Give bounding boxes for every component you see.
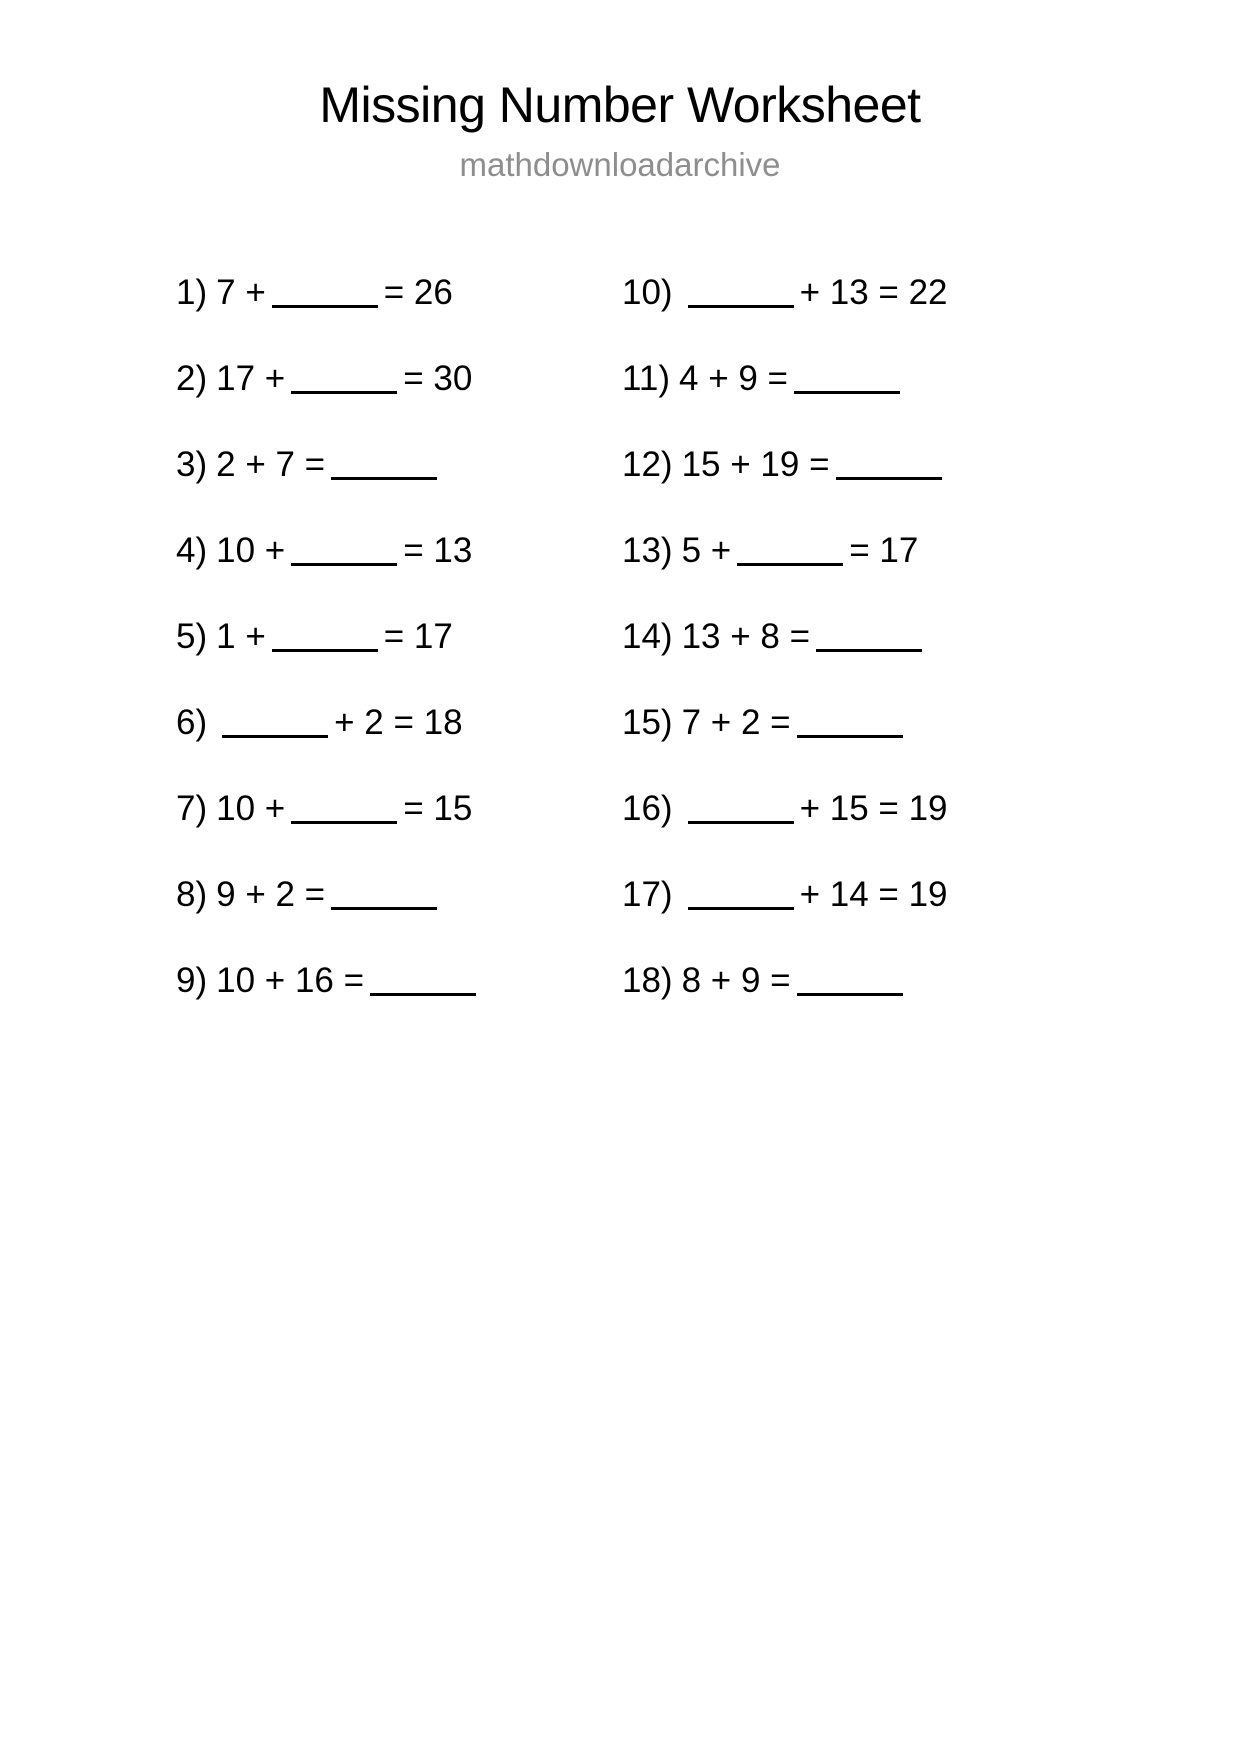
answer-blank[interactable] <box>331 447 437 480</box>
answer-blank[interactable] <box>794 361 900 394</box>
problem-expression-suffix: + 14 = 19 <box>799 875 948 915</box>
problem-expression-prefix: 10 + <box>216 531 286 571</box>
answer-blank[interactable] <box>737 533 843 566</box>
problem-number: 16) <box>622 789 673 829</box>
answer-blank[interactable] <box>291 791 397 824</box>
problem-row <box>622 275 1062 361</box>
answer-blank[interactable] <box>272 275 378 308</box>
problem-number: 15) <box>622 703 673 743</box>
problem-row <box>176 275 622 361</box>
problem-number: 14) <box>622 617 673 657</box>
answer-blank[interactable] <box>291 533 397 566</box>
problem-expression-suffix: + 15 = 19 <box>799 789 948 829</box>
problem-row <box>622 361 1062 447</box>
problem-number: 5) <box>176 617 208 657</box>
answer-blank[interactable] <box>688 791 794 824</box>
problem-row <box>622 619 1062 705</box>
problem-row <box>622 533 1062 619</box>
problem-expression-suffix: = 17 <box>383 617 453 657</box>
problem-row <box>622 705 1062 791</box>
problem-expression-prefix: 4 + 9 = <box>679 359 788 399</box>
problem-row <box>176 447 622 533</box>
answer-blank[interactable] <box>272 619 378 652</box>
problem-expression-prefix: 13 + 8 = <box>681 617 811 657</box>
problem-number: 9) <box>176 961 208 1001</box>
problem-number: 17) <box>622 875 673 915</box>
answer-blank[interactable] <box>331 877 437 910</box>
problem-expression-prefix: 10 + <box>216 789 286 829</box>
problem-row <box>176 533 622 619</box>
problem-number: 4) <box>176 531 208 571</box>
problem-number: 11) <box>622 359 670 399</box>
answer-blank[interactable] <box>688 877 794 910</box>
problem-row <box>176 705 622 791</box>
problem-number: 10) <box>622 273 673 313</box>
problem-number: 13) <box>622 531 673 571</box>
problem-expression-prefix: 15 + 19 = <box>681 445 830 485</box>
problem-expression-prefix: 10 + 16 = <box>216 961 365 1001</box>
problem-number: 12) <box>622 445 673 485</box>
problem-expression-prefix: 1 + <box>216 617 266 657</box>
problem-expression-suffix: + 13 = 22 <box>799 273 948 313</box>
problem-row <box>176 361 622 447</box>
problem-row <box>176 877 622 963</box>
problem-expression-prefix: 7 + <box>216 273 266 313</box>
right-column <box>622 275 1062 1049</box>
problem-row <box>622 877 1062 963</box>
answer-blank[interactable] <box>222 705 328 738</box>
problem-row <box>622 791 1062 877</box>
answer-blank[interactable] <box>816 619 922 652</box>
problem-row <box>622 447 1062 533</box>
answer-blank[interactable] <box>291 361 397 394</box>
problem-expression-suffix: = 30 <box>403 359 473 399</box>
problem-number: 6) <box>176 703 208 743</box>
answer-blank[interactable] <box>797 705 903 738</box>
problem-number: 2) <box>176 359 208 399</box>
problem-columns <box>0 275 1240 1049</box>
problem-row <box>176 791 622 877</box>
problem-expression-suffix: = 13 <box>403 531 473 571</box>
site-attribution: mathdownloadarchive <box>459 146 781 183</box>
answer-blank[interactable] <box>688 275 794 308</box>
problem-number: 3) <box>176 445 208 485</box>
problem-expression-suffix: = 15 <box>403 789 473 829</box>
answer-blank[interactable] <box>370 963 476 996</box>
problem-number: 8) <box>176 875 208 915</box>
problem-expression-suffix: = 26 <box>383 273 453 313</box>
problem-expression-prefix: 7 + 2 = <box>681 703 791 743</box>
problem-expression-prefix: 8 + 9 = <box>681 961 791 1001</box>
problem-expression-suffix: + 2 = 18 <box>334 703 463 743</box>
problem-expression-prefix: 9 + 2 = <box>216 875 326 915</box>
page-title: Missing Number Worksheet <box>319 77 921 133</box>
worksheet-header <box>0 0 1240 183</box>
problem-row <box>622 963 1062 1049</box>
problem-expression-suffix: = 17 <box>849 531 919 571</box>
problem-row <box>176 619 622 705</box>
problem-expression-prefix: 5 + <box>681 531 732 571</box>
problem-number: 7) <box>176 789 208 829</box>
problem-expression-prefix: 17 + <box>216 359 286 399</box>
problem-expression-prefix: 2 + 7 = <box>216 445 326 485</box>
problem-row <box>176 963 622 1049</box>
left-column <box>176 275 622 1049</box>
problem-number: 18) <box>622 961 673 1001</box>
answer-blank[interactable] <box>836 447 942 480</box>
problem-number: 1) <box>176 273 208 313</box>
answer-blank[interactable] <box>797 963 903 996</box>
